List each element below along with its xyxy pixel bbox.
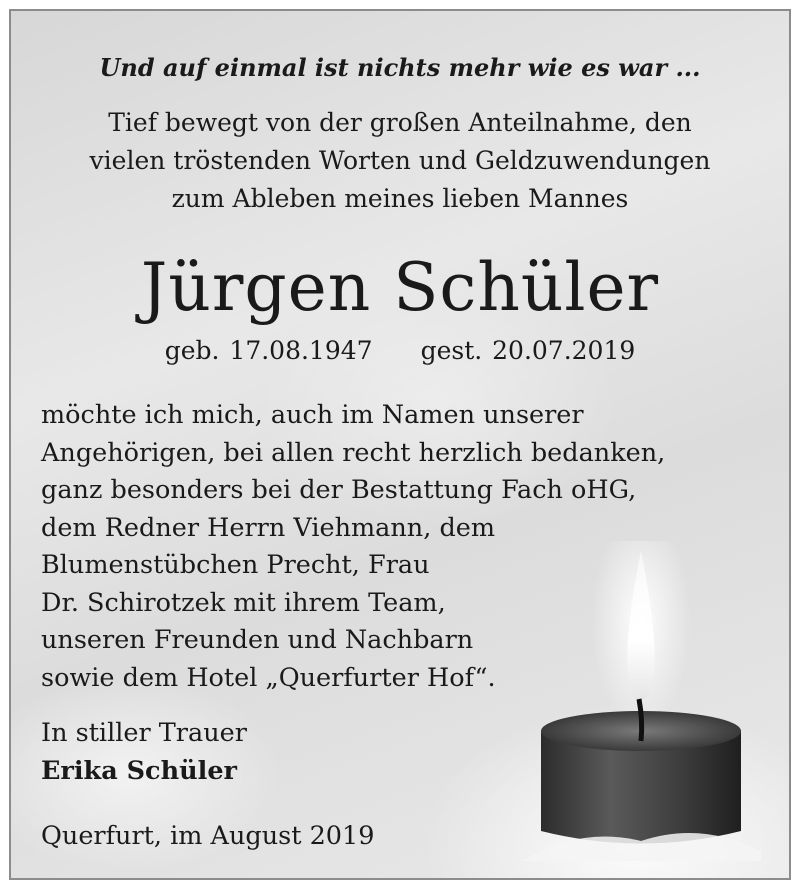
place-date: Querfurt, im August 2019: [41, 821, 375, 851]
candle-wick: [639, 699, 642, 741]
motto-heading: Und auf einmal ist nichts mehr wie es war ...: [99, 53, 701, 82]
thanks-line: unseren Freunden und Nachbarn: [41, 625, 474, 655]
thanks-line: Blumenstübchen Precht, Frau: [41, 550, 430, 580]
signer-name: Erika Schüler: [41, 755, 237, 786]
candle-image: [521, 541, 761, 861]
intro-line: vielen tröstenden Worten und Geldzuwendungen: [89, 146, 711, 175]
intro-line: Tief bewegt von der großen Anteilnahme, den: [108, 108, 692, 137]
deceased-name: Jürgen Schüler: [140, 249, 660, 326]
thanks-line: möchte ich mich, auch im Namen unserer: [41, 400, 584, 430]
closing-phrase: In stiller Trauer: [41, 718, 247, 748]
birth-date: geb. 17.08.1947: [164, 336, 373, 365]
intro-text: [11, 104, 789, 218]
thanks-line: ganz besonders bei der Bestattung Fach oHG,: [41, 475, 637, 505]
life-dates: [11, 336, 789, 365]
thanks-line: dem Redner Herrn Viehmann, dem: [41, 512, 496, 543]
death-date: gest. 20.07.2019: [420, 336, 636, 365]
signature-block: [41, 715, 247, 790]
thanks-line: Angehörigen, bei allen recht herzlich bedanken,: [41, 437, 666, 468]
thanks-line: Dr. Schirotzek mit ihrem Team,: [41, 587, 446, 618]
obituary-card: [9, 9, 791, 880]
intro-line: zum Ableben meines lieben Mannes: [171, 184, 629, 213]
thanks-line: sowie dem Hotel „Querfurter Hof“.: [41, 662, 496, 693]
